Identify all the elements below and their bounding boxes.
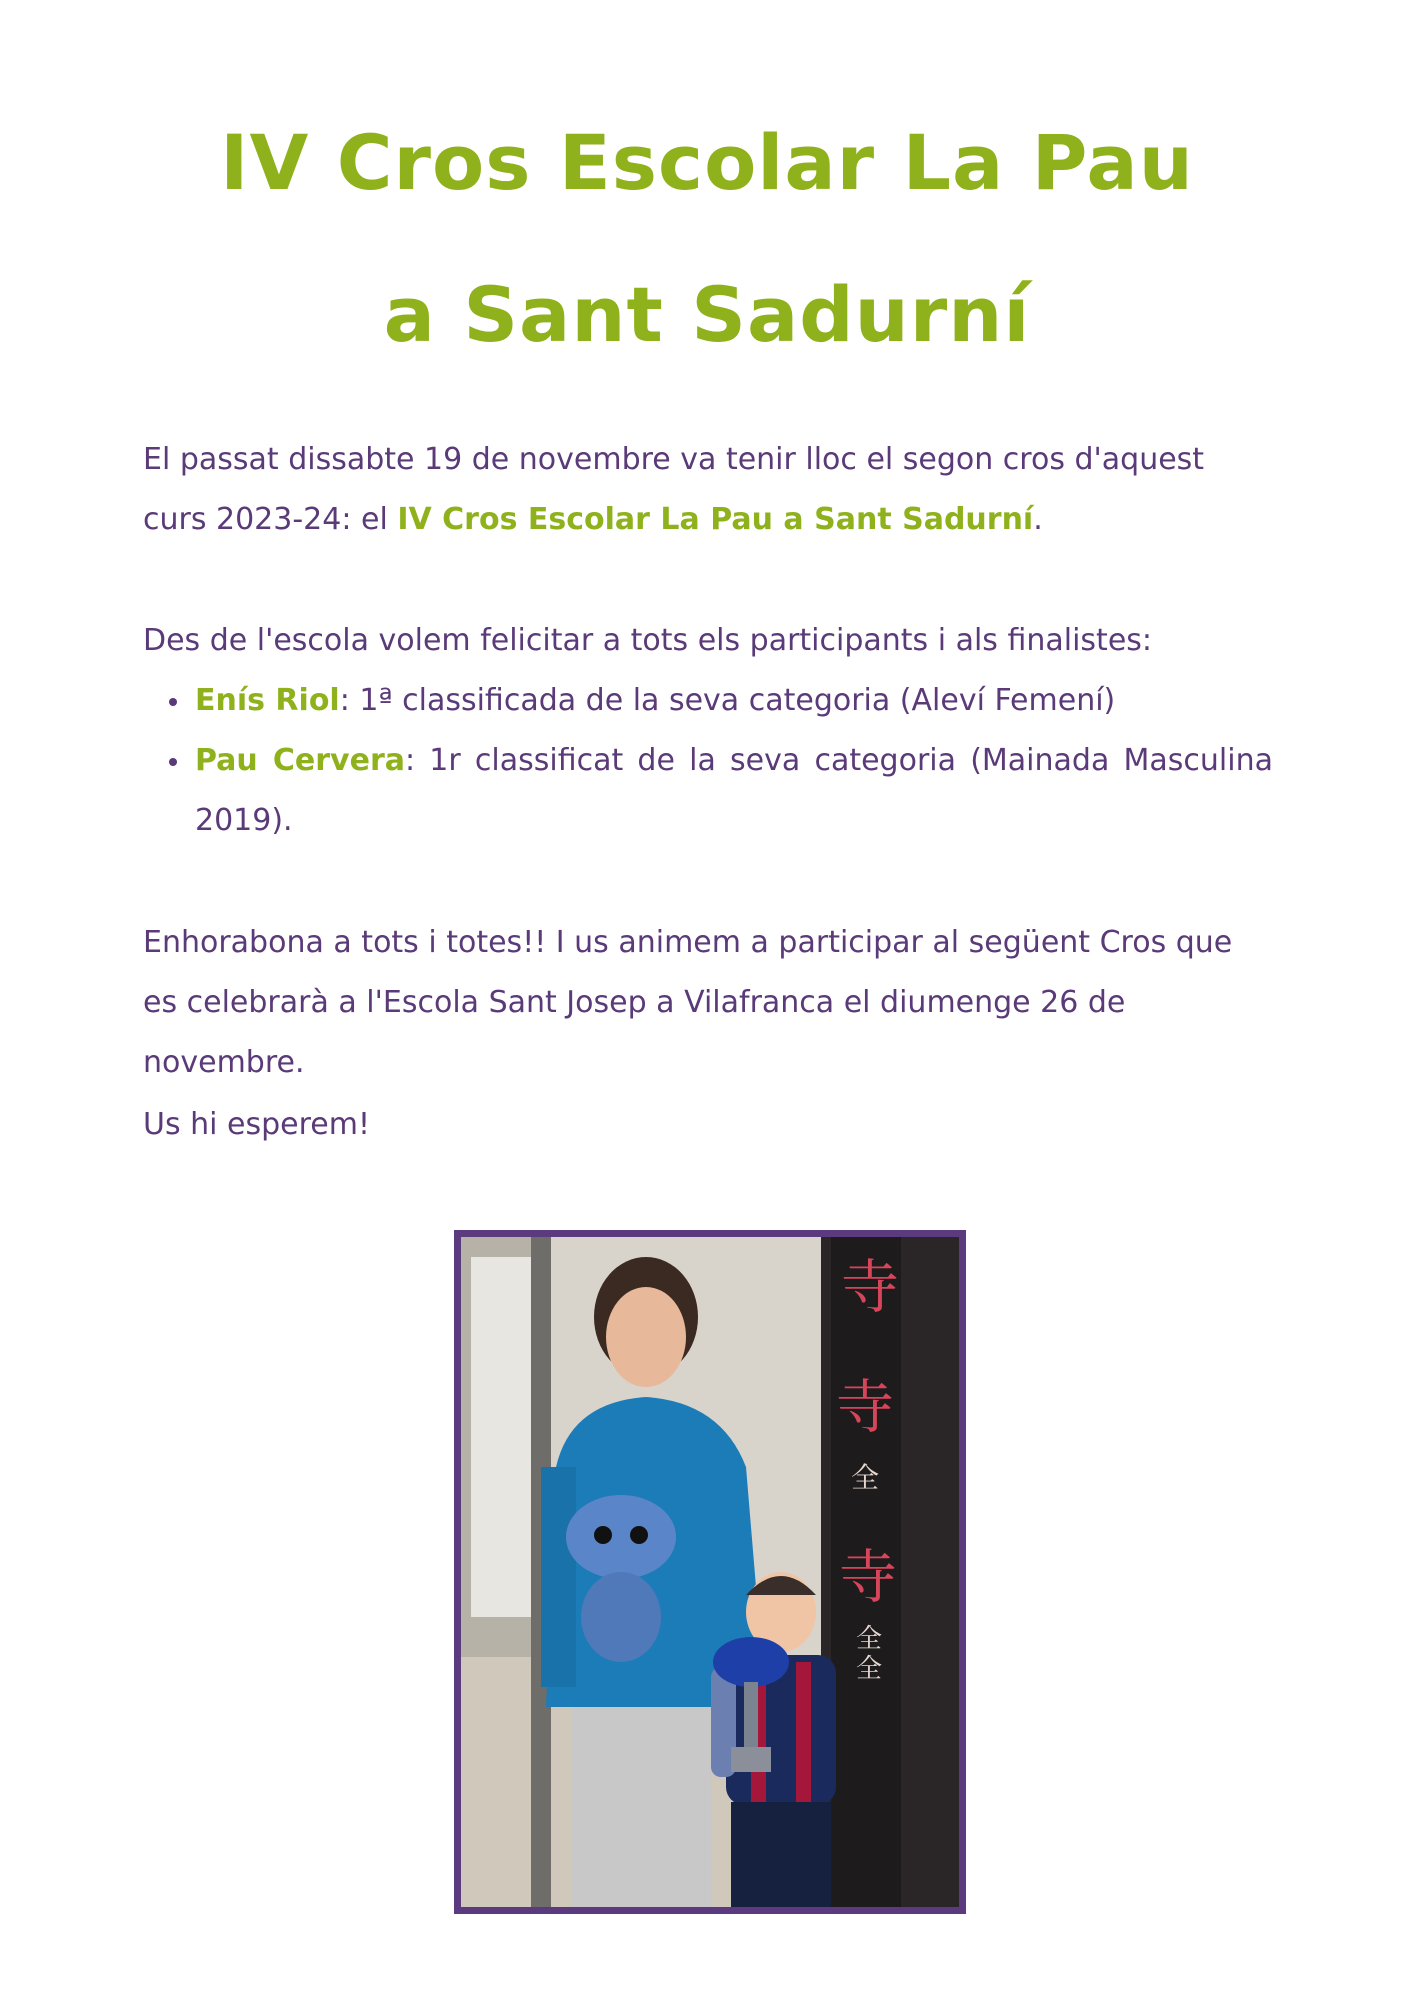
svg-text:寺: 寺 — [841, 1253, 900, 1321]
finalist-name: Enís Riol — [195, 683, 340, 718]
finalist-result: : 1r classificat de la seva categoria (Mainada Masculina 2019). — [195, 743, 1273, 838]
finalist-name: Pau Cervera — [195, 743, 405, 778]
closing-paragraph — [143, 913, 1273, 1093]
svg-text:寺: 寺 — [836, 1373, 895, 1441]
svg-text:全: 全 — [856, 1624, 883, 1654]
finalists-list — [143, 671, 1273, 851]
intro-paragraph — [143, 430, 1273, 550]
closing-text: Enhorabona a tots i totes!! I us animem a participar al següent Cros que es celebrarà a l'Escola Sant Josep a Vilafranca el diumenge 26 de novembre. — [143, 925, 1233, 1080]
finalist-result: : 1ª classificada de la seva categoria (Aleví Femení) — [339, 683, 1116, 718]
page-title-line-2: a Sant Sadurní — [383, 270, 1031, 359]
intro-text-after: . — [1033, 502, 1043, 537]
svg-text:全: 全 — [851, 1461, 880, 1494]
signoff — [143, 1095, 1273, 1155]
svg-text:全: 全 — [856, 1654, 883, 1684]
list-item — [195, 731, 1273, 851]
page-title-line-1: IV Cros Escolar La Pau — [220, 118, 1194, 207]
winners-photo-illustration — [461, 1237, 959, 1907]
list-item — [195, 671, 1273, 731]
congrats-lead: Des de l'escola volem felicitar a tots els participants i als finalistes: — [143, 623, 1153, 658]
winners-photo — [454, 1230, 966, 1914]
signoff-text: Us hi esperem! — [143, 1107, 370, 1142]
event-name: IV Cros Escolar La Pau a Sant Sadurní — [397, 502, 1034, 537]
svg-text:寺: 寺 — [839, 1543, 898, 1611]
congrats-section — [143, 611, 1273, 851]
intro-text-before: El passat dissabte 19 de novembre va tenir lloc el segon cros d'aquest curs 2023-24: el — [143, 442, 1205, 537]
